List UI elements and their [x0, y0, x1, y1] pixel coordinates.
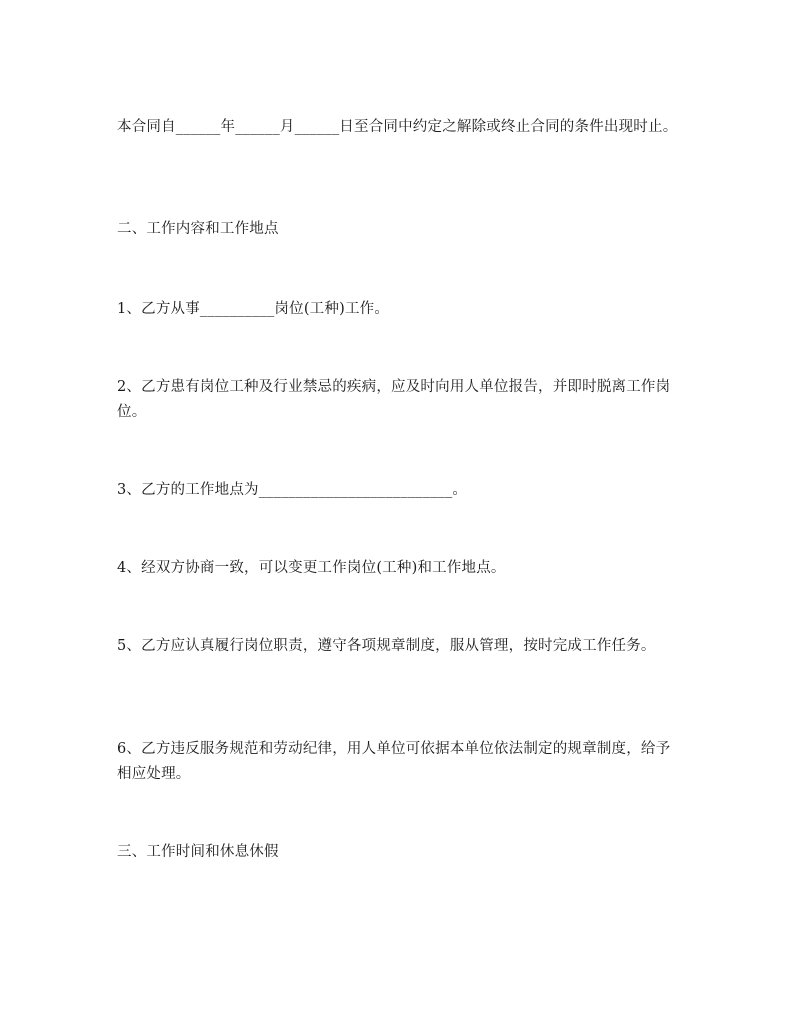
clause-3-paragraph: 3、乙方的工作地点为__________________________。: [117, 482, 468, 498]
clause-2-paragraph: 2、乙方患有岗位工种及行业禁忌的疾病，应及时向用人单位报告，并即时脱离工作岗位。: [117, 379, 671, 420]
clause-5-paragraph: 5、乙方应认真履行岗位职责，遵守各项规章制度，服从管理，按时完成工作任务。: [117, 638, 656, 654]
contract-term-paragraph: 本合同自______年______月______日至合同中约定之解除或终止合同的条件出现时止。: [117, 119, 678, 135]
clause-1-paragraph: 1、乙方从事__________岗位(工种)工作。: [117, 301, 390, 317]
section-heading-work-hours: 三、工作时间和休息休假: [117, 844, 279, 860]
section-heading-work-content: 二、工作内容和工作地点: [117, 221, 279, 237]
clause-6-paragraph: 6、乙方违反服务规范和劳动纪律，用人单位可依据本单位依法制定的规章制度，给予相应处理。: [117, 741, 671, 782]
clause-4-paragraph: 4、经双方协商一致，可以变更工作岗位(工种)和工作地点。: [117, 560, 506, 576]
